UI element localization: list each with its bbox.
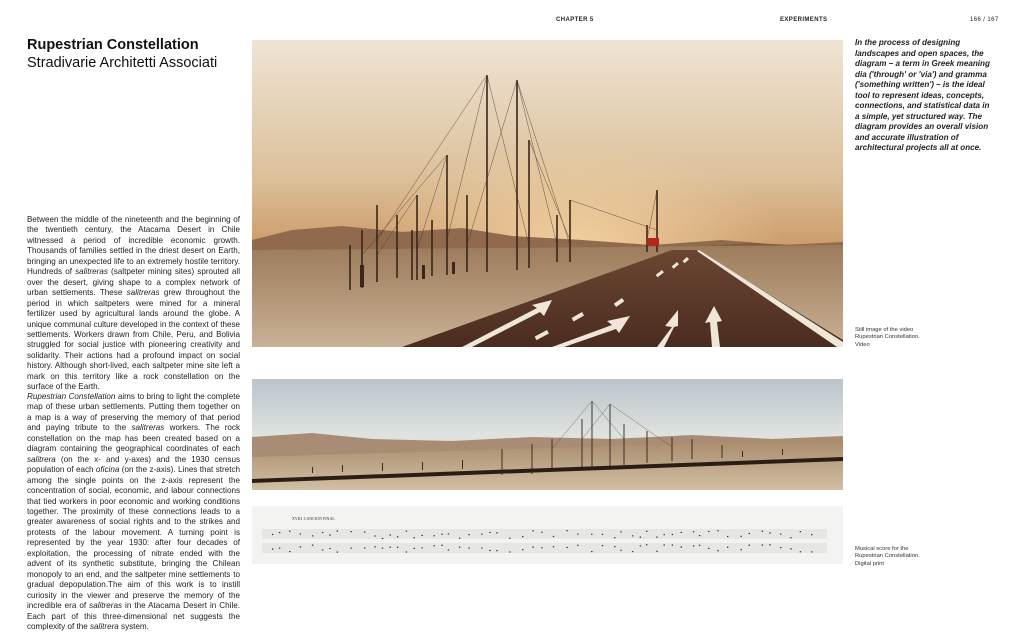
page-numbers: 166 / 167 xyxy=(970,17,999,23)
panorama-image xyxy=(252,379,843,490)
musical-score-illustration xyxy=(252,506,843,564)
panorama-illustration xyxy=(252,379,843,490)
caption-line: Rupestrian Constellation. xyxy=(855,334,920,341)
video-still-road-image xyxy=(252,40,843,347)
caption-line: Rupestrian Constellation. xyxy=(855,553,920,560)
musical-score-image xyxy=(252,506,843,564)
caption-video-still xyxy=(855,327,965,349)
caption-musical-score xyxy=(855,546,965,568)
caption-line: Digital print xyxy=(855,560,884,567)
article-title: Rupestrian Constellation xyxy=(27,37,199,53)
running-header-section: EXPERIMENTS xyxy=(780,17,828,23)
caption-line: Video xyxy=(855,341,870,348)
pull-quote: In the process of designing landscapes and open spaces, the diagram – a term in Greek meaning dia ('through' or 'via') and gramma ('something written') – is the ideal tool to represent ideas, concepts, connections, and statistical data in a simple, yet structured way. The diagram provides an overall vision and accurate illustration of architectural projects all at once. xyxy=(855,38,990,152)
article-author: Stradivarie Architetti Associati xyxy=(27,55,218,71)
score-title: XVIII. CANCION FINAL xyxy=(292,516,335,521)
body-paragraph-1: Between the middle of the nineteenth and the beginning of the twentieth century, the Atacama Desert in Chile witnessed a period of incredible economic growth. Thousands of families settled in the driest desert on Earth, bringing an unexpected life to an extremely hostile territory. Hundreds of salitreras (saltpeter mining sites) sprouted all over the desert, giving shape to a complex network of urban settlements. These salitreras grew throughout the period in which saltpeters were mined for a mineral fertilizer used by agricultural lands around the globe. A unique communal culture developed in the context of these settlements. Workers drawn from Chile, Peru, and Bolivia struggled for social justice with pioneering creativity and solidarity. Their actions had a profound impact on social history. Although short-lived, each saltpeter mine site left a mark on this territory like a rock constellation on the surface of the Earth. xyxy=(27,215,240,392)
caption-line: Musical score for the xyxy=(855,546,909,552)
running-header-chapter: CHAPTER 5 xyxy=(556,17,594,23)
body-paragraph-2: Rupestrian Constellation aims to bring to light the complete map of these urban settlements. Putting them together on a map is a way of preserving the memory of that period and paying tribute to the salitreras workers. The rock constellation on the map has been created based on a diagram containing the geographical coordinates of each salitrera (on the x- and y-axes) and the 1930 census population of each oficina (on the z-axis). Lines that stretch among the single points on the z-axis represent the concentration of social, economic, and labour connections that tied workers in poor economic and working conditions together. The proximity of these connections leads to a greater awareness of social rights and to the strikes and protests of the labour movement. A turning point is represented by the year 1930: after four decades of exploitation, the processing of nitrate ended with the advent of its synthetic substitute, bringing the Chilean monopoly to an end, and the saltpeter mine settlements to gradual depopulation.The aim of this work is to instill curiosity in the viewer and preserve the memory of the incredible era of salitreras in the Atacama Desert in Chile. Each part of this three-dimensional net suggests the complexity of the salitrera system. xyxy=(27,392,240,631)
road-scene-illustration xyxy=(252,40,843,347)
caption-line: Still image of the video xyxy=(855,327,914,333)
